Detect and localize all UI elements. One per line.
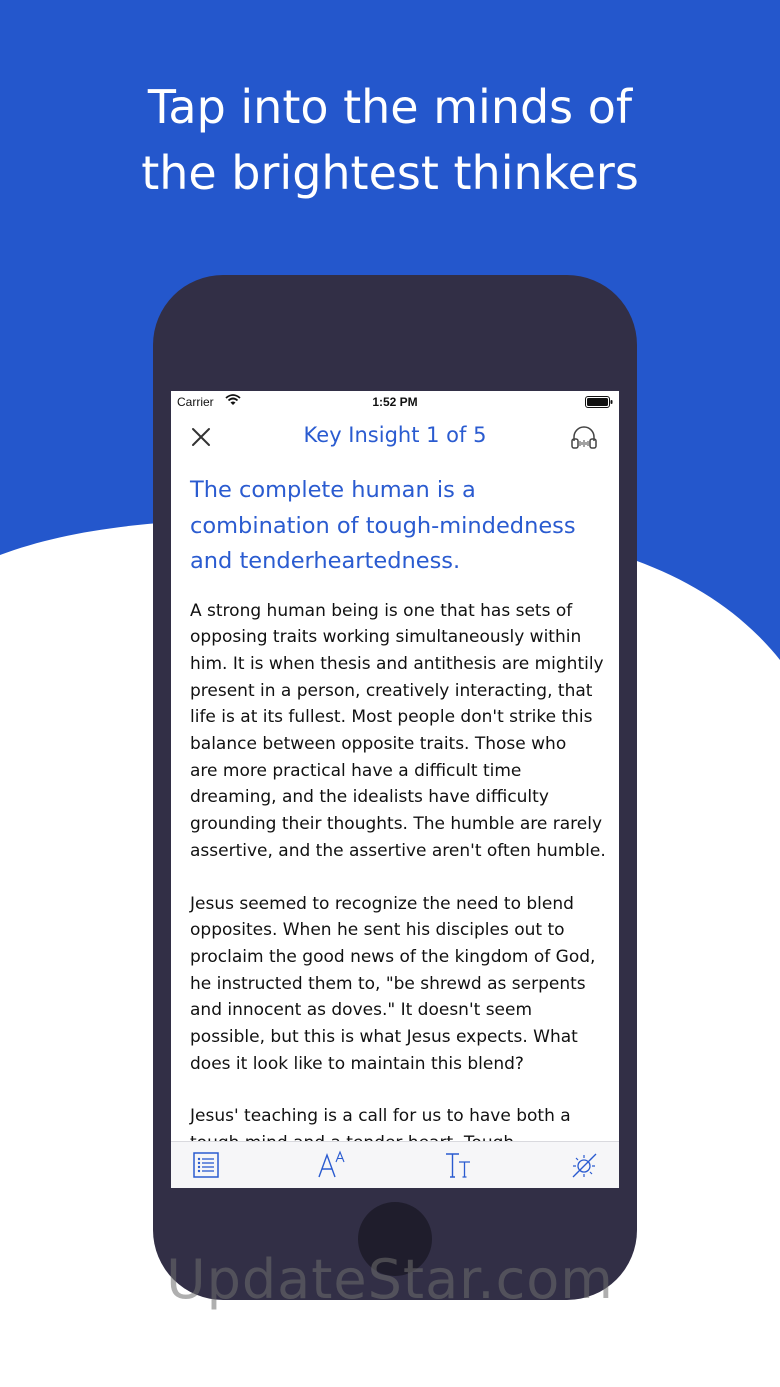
paragraph-line: possible, but this is what Jesus expects. What [190,1027,578,1048]
paragraph-line: proclaim the good news of the kingdom of God, [190,946,596,967]
phone-screen [171,391,619,1188]
paragraph-line: life is at its fullest. Most people don't strike this [190,707,593,728]
paragraph-line: dreaming, and the idealists have difficulty [190,787,549,808]
typeface-icon[interactable] [443,1150,473,1180]
paragraph-line: are more practical have a difficult time [190,760,522,781]
paragraph-line: he instructed them to, "be shrewd as serpents [190,973,586,994]
insight-title-line: combination of tough-mindedness [190,512,576,539]
night-mode-icon[interactable] [569,1150,599,1180]
headphones-icon[interactable] [569,422,599,452]
paragraph-line: Jesus seemed to recognize the need to blend [190,893,574,914]
paragraph-line: him. It is when thesis and antithesis are mightily [190,653,604,674]
paragraph-line: Jesus' teaching is a call for us to have both a [190,1106,571,1127]
carrier-label: Carrier [177,395,214,409]
watermark: UpdateStar.com [166,1248,614,1311]
status-time: 1:52 PM [372,395,418,409]
paragraph-line: and innocent as doves." It doesn't seem [190,1000,533,1021]
battery-icon [585,396,613,408]
contents-list-icon[interactable] [191,1150,221,1180]
font-size-icon[interactable] [317,1150,347,1180]
insight-title [190,473,610,580]
insight-paragraph-2 [190,891,610,1078]
promo-headline-line2: the brightest thinkers [141,146,639,200]
insight-content [190,473,610,1157]
reader-toolbar [171,1141,619,1188]
promo-headline-line1: Tap into the minds of [147,80,633,134]
paragraph-line: A strong human being is one that has sets of [190,600,573,621]
nav-bar [171,413,619,461]
status-bar [171,391,619,413]
paragraph-line: does it look like to maintain this blend? [190,1053,524,1074]
paragraph-line: grounding their thoughts. The humble are rarely [190,814,603,835]
paragraph-line: assertive, and the assertive aren't often humble. [190,840,606,861]
insight-title-line: and tenderheartedness. [190,548,461,574]
paragraph-line: balance between opposite traits. Those who [190,734,567,755]
paragraph-line: opposing traits working simultaneously within [190,627,582,648]
paragraph-line: opposites. When he sent his disciples out to [190,920,565,941]
insight-title-line: The complete human is a [190,477,476,503]
promo-headline [0,74,780,206]
insight-paragraph-1 [190,598,610,865]
paragraph-line: present in a person, creatively interacting, that [190,680,593,701]
insight-counter-title: Key Insight 1 of 5 [303,423,487,447]
